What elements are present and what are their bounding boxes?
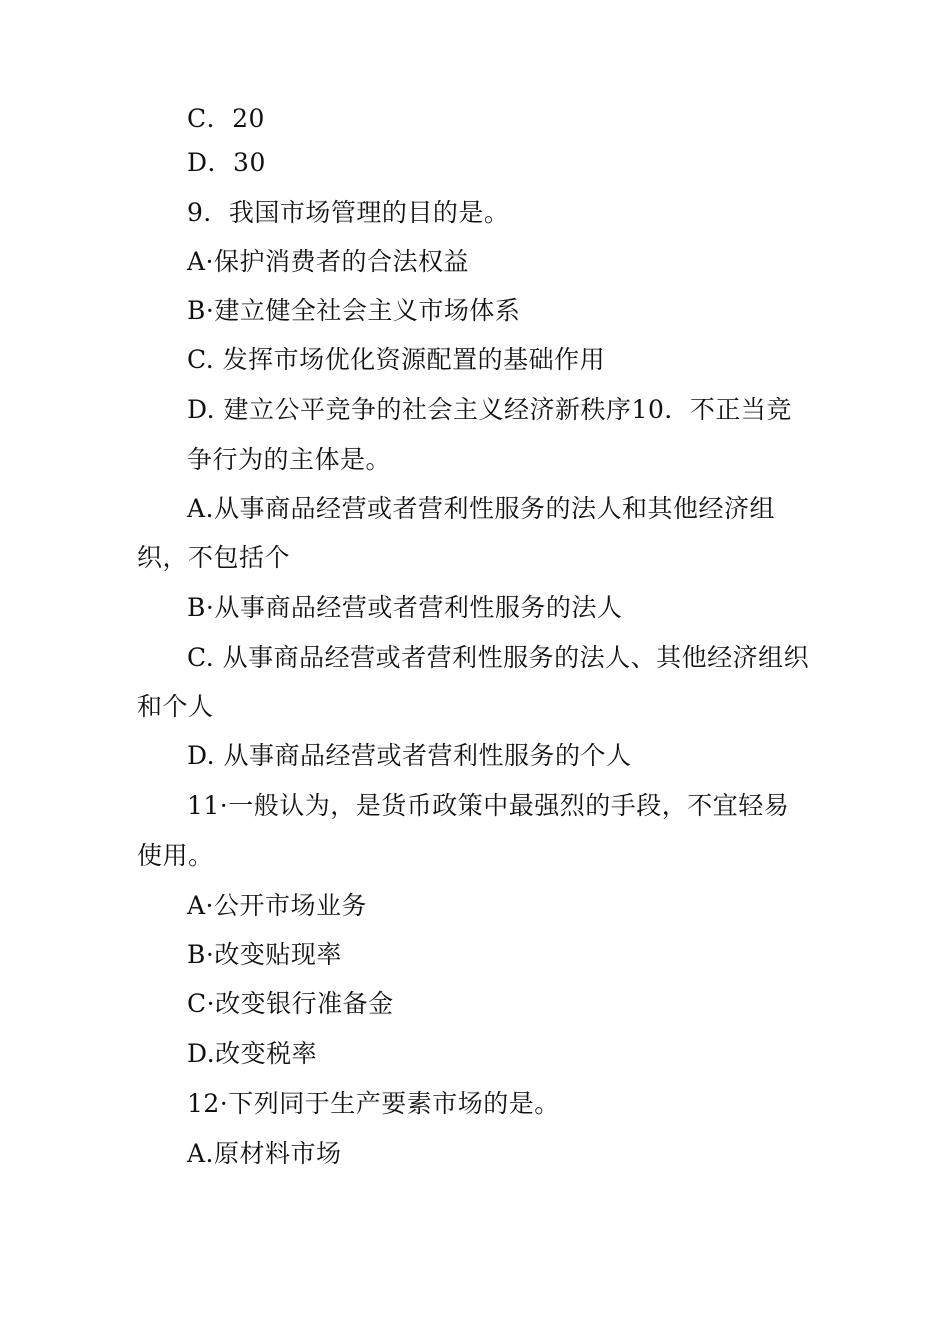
option-c-q10-cont: 和个人 [137, 692, 214, 721]
option-d-q8: D．30 [187, 148, 266, 177]
option-a-q10-cont: 织，不包括个 [137, 543, 291, 572]
option-a-q9: A·保护消费者的合法权益 [187, 247, 470, 276]
option-c-q11: C·改变银行准备金 [187, 989, 394, 1018]
option-d-q10: D. 从事商品经营或者营利性服务的个人 [187, 741, 632, 770]
option-d-q11: D.改变税率 [187, 1039, 318, 1068]
question-9: 9．我国市场管理的目的是。 [187, 198, 510, 227]
option-b-q10: B·从事商品经营或者营利性服务的法人 [187, 593, 623, 622]
option-c-q10: C. 从事商品经营或者营利性服务的法人、其他经济组织 [187, 643, 810, 672]
option-c-q8: C．20 [187, 104, 265, 133]
option-a-q10: A.从事商品经营或者营利性服务的法人和其他经济组 [187, 494, 776, 523]
option-b-q9: B·建立健全社会主义市场体系 [187, 296, 521, 325]
option-a-q11: A·公开市场业务 [187, 891, 368, 920]
question-10-cont: 争行为的主体是。 [187, 445, 392, 474]
option-b-q11: B·改变贴现率 [187, 940, 342, 969]
question-12: 12·下列同于生产要素市场的是。 [187, 1089, 560, 1118]
question-11: 11·一般认为，是货币政策中最强烈的手段，不宜轻易 [187, 791, 790, 820]
question-11-cont: 使用。 [137, 841, 214, 870]
option-c-q9: C. 发挥市场优化资源配置的基础作用 [187, 345, 606, 374]
option-d-q9: D. 建立公平竞争的社会主义经济新秩序10．不正当竞 [187, 395, 792, 424]
option-a-q12: A.原材料市场 [187, 1139, 342, 1168]
